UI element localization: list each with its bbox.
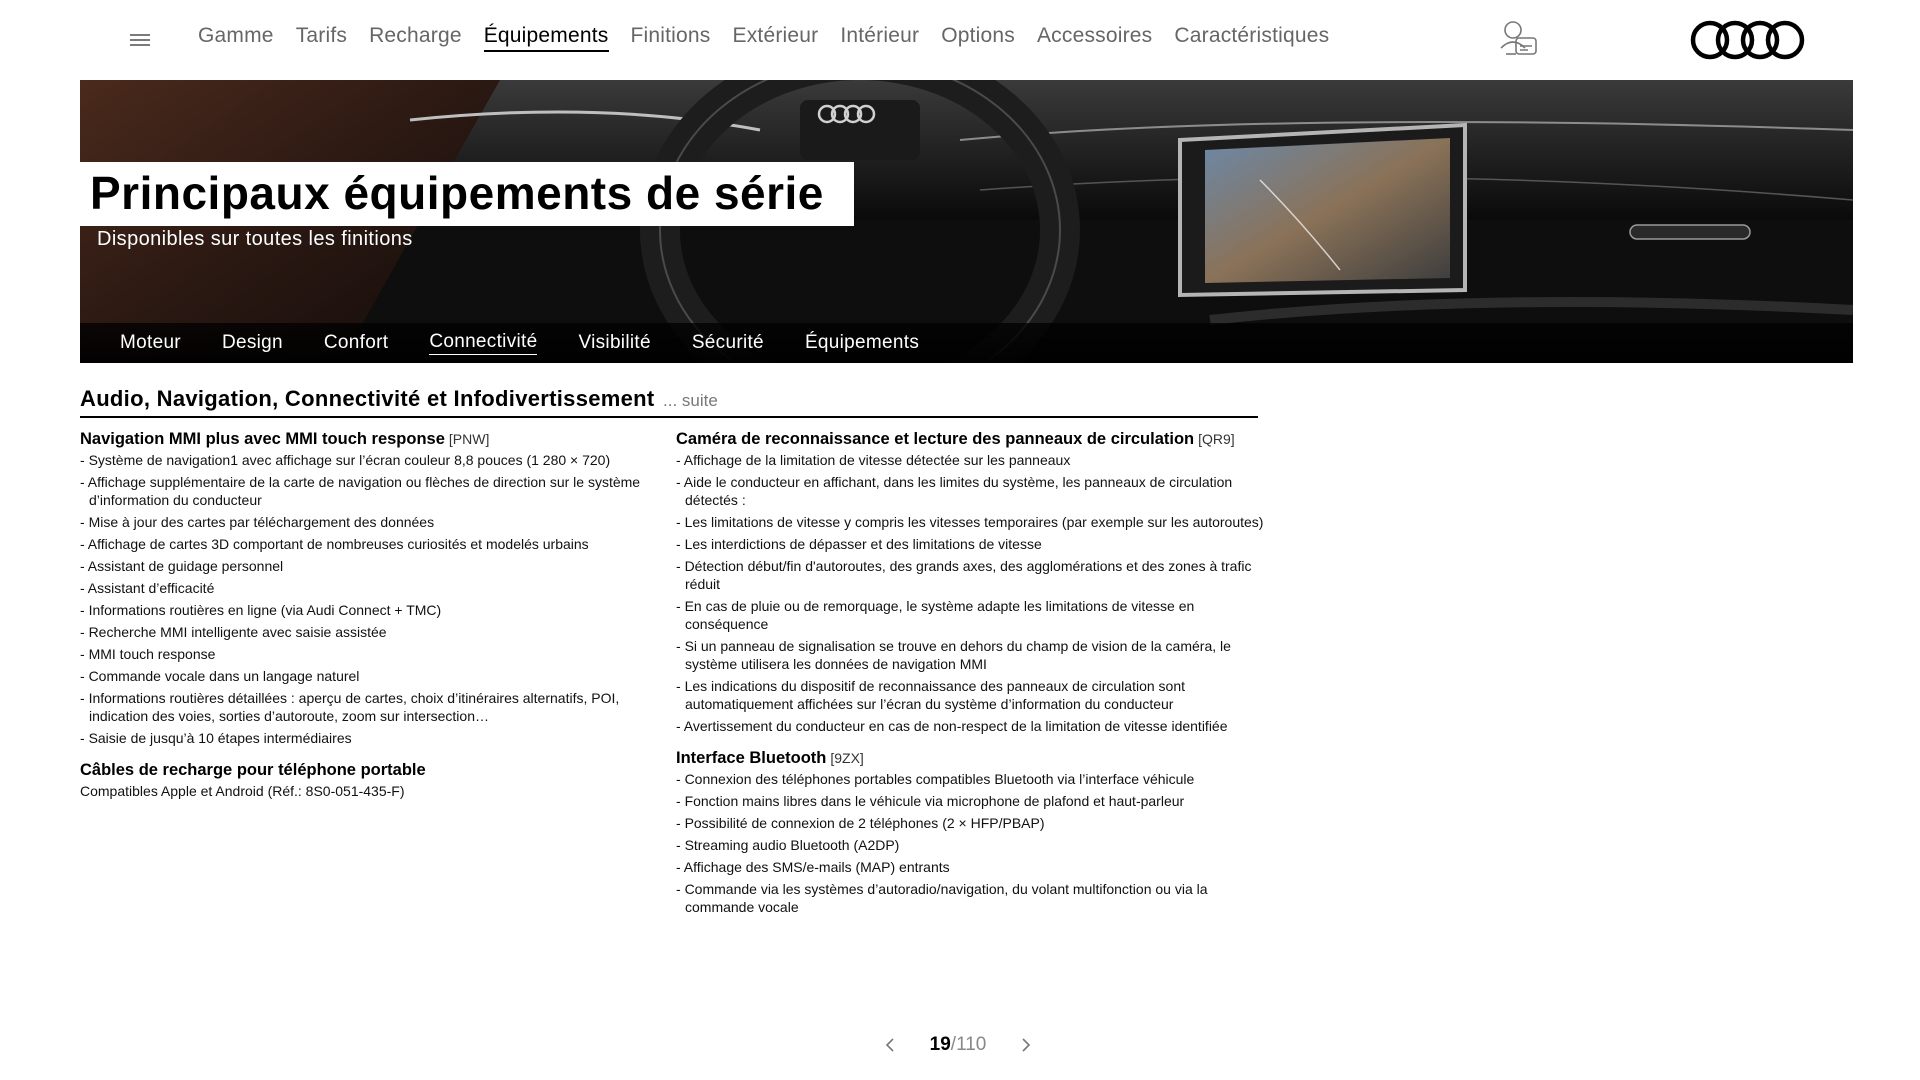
feature-bullet: - Assistant de guidage personnel [80,557,664,575]
feature-title [80,761,664,780]
feature-bullet: - Affichage des SMS/e-mails (MAP) entrants [676,858,1266,876]
page-separator: / [950,1034,957,1055]
page-title: Principaux équipements de série [80,162,854,226]
nav-item-interieur[interactable]: Intérieur [840,24,920,47]
feature-bullet: - Les interdictions de dépasser et des limitations de vitesse [676,535,1266,553]
hamburger-menu-icon[interactable] [130,34,150,48]
chevron-right-icon[interactable] [1016,1035,1036,1055]
category-tabs [80,323,1853,363]
feature-bullet: - Commande vocale dans un langage naturel [80,667,664,685]
feature-bullet: - Affichage de cartes 3D comportant de nombreuses curiosités et modelés urbains [80,535,664,553]
pagination [0,1034,1920,1061]
feature-bullet: - Aide le conducteur en affichant, dans les limites du système, les panneaux de circulation détectés : [676,473,1266,509]
feature-bullet: - Avertissement du conducteur en cas de non-respect de la limitation de vitesse identifiée [676,717,1266,735]
feature-title-text: Navigation MMI plus avec MMI touch response [80,430,445,448]
feature-bullet: - Assistant d’efficacité [80,579,664,597]
feature-block [676,430,1266,735]
section-heading [80,386,1258,418]
feature-bullet: - Saisie de jusqu’à 10 étapes intermédiaires [80,729,664,747]
feature-bullet: - Affichage supplémentaire de la carte de navigation ou flèches de direction sur le système d’information du conducteur [80,473,664,509]
nav-item-options[interactable]: Options [941,24,1015,47]
nav-item-accessoires[interactable]: Accessoires [1036,24,1153,47]
nav-item-caracteristiques[interactable]: Caractéristiques [1174,24,1330,47]
tab-equipements[interactable]: Équipements [804,332,920,353]
feature-bullet: - MMI touch response [80,645,664,663]
hero-banner [80,80,1853,363]
feature-title [676,430,1266,449]
feature-code: [PNW] [448,431,490,447]
tab-visibilite[interactable]: Visibilité [578,332,651,353]
audi-four-rings-logo[interactable] [1688,18,1808,62]
feature-bullet: - Si un panneau de signalisation se trouve en dehors du champ de vision de la caméra, le système utilisera les données de navigation MMI [676,637,1266,673]
nav-item-recharge[interactable]: Recharge [369,24,462,47]
page-subtitle: Disponibles sur toutes les finitions [97,228,413,250]
feature-title [80,430,664,449]
feature-title-text: Interface Bluetooth [676,749,827,767]
feature-bullet: - Informations routières en ligne (via Audi Connect + TMC) [80,601,664,619]
tab-moteur[interactable]: Moteur [120,332,181,353]
nav-item-gamme[interactable]: Gamme [198,24,274,47]
chevron-left-icon[interactable] [880,1035,900,1055]
feature-bullet: - En cas de pluie ou de remorquage, le système adapte les limitations de vitesse en conséquence [676,597,1266,633]
nav-items [198,24,1351,52]
feature-block [80,761,664,800]
left-column [80,430,664,814]
nav-item-equipements[interactable]: Équipements [484,24,609,52]
feature-bullet: - Streaming audio Bluetooth (A2DP) [676,836,1266,854]
section-title: Audio, Navigation, Connectivité et Infodivertissement [80,386,655,411]
current-page: 19 [929,1034,951,1055]
tab-connectivite[interactable]: Connectivité [429,331,537,355]
feature-bullet: - Recherche MMI intelligente avec saisie assistée [80,623,664,641]
feature-block [80,430,664,747]
right-column [676,430,1266,930]
feature-bullet: - Les limitations de vitesse y compris les vitesses temporaires (par exemple sur les autoroutes) [676,513,1266,531]
feature-code: [9ZX] [830,750,864,766]
feature-text: Compatibles Apple et Android (Réf.: 8S0-051-435-F) [80,783,405,799]
nav-item-tarifs[interactable]: Tarifs [295,24,348,47]
feature-bullet: - Connexion des téléphones portables compatibles Bluetooth via l’interface véhicule [676,770,1266,788]
feature-block [676,749,1266,916]
feature-bullet: - Système de navigation1 avec affichage sur l’écran couleur 8,8 pouces (1 280 × 720) [80,451,664,469]
tab-confort[interactable]: Confort [323,332,389,353]
feature-bullet: - Fonction mains libres dans le véhicule via microphone de plafond et haut-parleur [676,792,1266,810]
section-suffix: ... suite [663,391,718,410]
feature-title-text: Caméra de reconnaissance et lecture des panneaux de circulation [676,430,1195,448]
nav-item-exterieur[interactable]: Extérieur [732,24,819,47]
feature-title-text: Câbles de recharge pour téléphone portable [80,761,426,779]
feature-bullet: - Commande via les systèmes d’autoradio/navigation, du volant multifonction ou via la commande vocale [676,880,1266,916]
tab-design[interactable]: Design [221,332,283,353]
feature-bullet: - Les indications du dispositif de reconnaissance des panneaux de circulation sont automatiquement affichées sur l’écran du système d’information du conducteur [676,677,1266,713]
nav-item-finitions[interactable]: Finitions [630,24,711,47]
feature-bullet: - Affichage de la limitation de vitesse détectée sur les panneaux [676,451,1266,469]
feature-bullet: - Informations routières détaillées : aperçu de cartes, choix d’itinéraires alternatifs, POI, indication des voies, sorties d’autoroute, zoom sur intersection… [80,689,664,725]
feature-bullet: - Détection début/fin d'autoroutes, des grands axes, des agglomérations et des zones à trafic réduit [676,557,1266,593]
top-navigation [0,0,1920,80]
configurator-icon[interactable] [1496,18,1542,60]
feature-bullet: - Mise à jour des cartes par téléchargement des données [80,513,664,531]
tab-securite[interactable]: Sécurité [691,332,764,353]
total-pages: 110 [956,1034,987,1055]
feature-bullet: - Possibilité de connexion de 2 téléphones (2 × HFP/PBAP) [676,814,1266,832]
feature-code: [QR9] [1198,431,1235,447]
feature-title [676,749,1266,768]
